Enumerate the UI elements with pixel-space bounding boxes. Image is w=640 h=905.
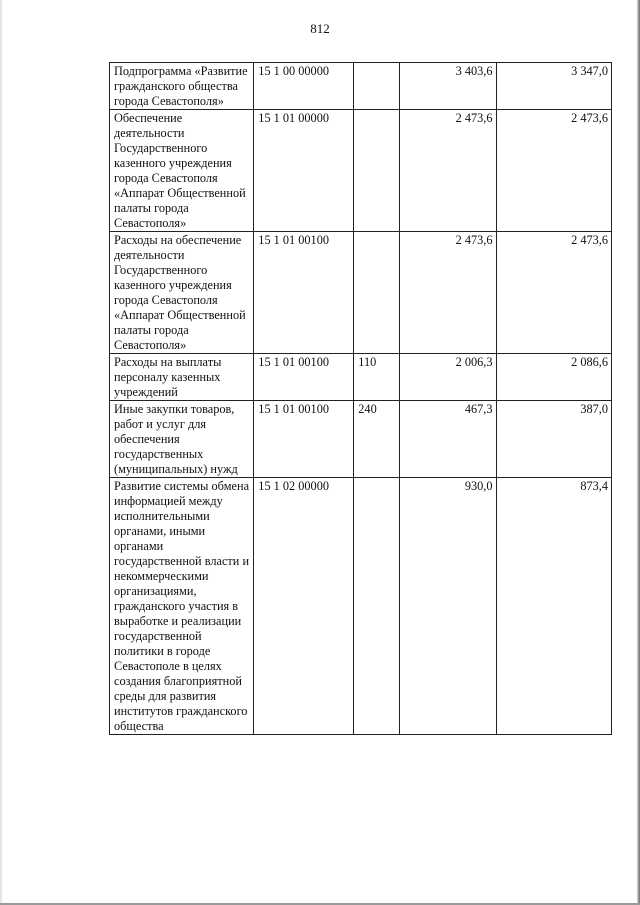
page-number: 812: [310, 21, 330, 36]
row-type-cell: [354, 63, 399, 110]
scan-edge-left: [0, 0, 2, 905]
table-row: [110, 232, 612, 354]
row-type-cell: 110: [354, 354, 399, 401]
row-code-cell: 15 1 01 00100: [254, 401, 354, 478]
row-value2-cell: 2 473,6: [496, 110, 611, 232]
row-type-cell: [354, 478, 399, 735]
table-row: [110, 354, 612, 401]
row-name-cell: Развитие системы обмена информацией между исполнительными органами, иными органами государственной власти и некоммерческими организациями, гражданского участия в выработке и реализации государственной политики в городе Севастополе в целях создания благоприятной среды для развития институтов гражданского общества: [110, 478, 254, 735]
row-type-cell: [354, 110, 399, 232]
row-code-cell: 15 1 00 00000: [254, 63, 354, 110]
row-type-cell: [354, 232, 399, 354]
row-value1-cell: 2 006,3: [399, 354, 496, 401]
row-code-cell: 15 1 02 00000: [254, 478, 354, 735]
row-value2-cell: 2 086,6: [496, 354, 611, 401]
row-value2-cell: 2 473,6: [496, 232, 611, 354]
row-name-cell: Расходы на обеспечение деятельности Государственного казенного учреждения города Севастополя «Аппарат Общественной палаты города Севастополя»: [110, 232, 254, 354]
row-name-cell: Обеспечение деятельности Государственного казенного учреждения города Севастополя «Аппарат Общественной палаты города Севастополя»: [110, 110, 254, 232]
budget-table: [109, 62, 612, 735]
row-code-cell: 15 1 01 00000: [254, 110, 354, 232]
table-row: [110, 478, 612, 735]
row-value1-cell: 2 473,6: [399, 232, 496, 354]
row-name-cell: Расходы на выплаты персоналу казенных учреждений: [110, 354, 254, 401]
row-value1-cell: 3 403,6: [399, 63, 496, 110]
row-value1-cell: 467,3: [399, 401, 496, 478]
table-row: [110, 401, 612, 478]
row-value2-cell: 3 347,0: [496, 63, 611, 110]
row-name-cell: Подпрограмма «Развитие гражданского общества города Севастополя»: [110, 63, 254, 110]
row-code-cell: 15 1 01 00100: [254, 354, 354, 401]
row-code-cell: 15 1 01 00100: [254, 232, 354, 354]
row-name-cell: Иные закупки товаров, работ и услуг для обеспечения государственных (муниципальных) нужд: [110, 401, 254, 478]
table-row: [110, 110, 612, 232]
row-value1-cell: 930,0: [399, 478, 496, 735]
row-type-cell: 240: [354, 401, 399, 478]
row-value2-cell: 873,4: [496, 478, 611, 735]
row-value2-cell: 387,0: [496, 401, 611, 478]
row-value1-cell: 2 473,6: [399, 110, 496, 232]
table-row: [110, 63, 612, 110]
